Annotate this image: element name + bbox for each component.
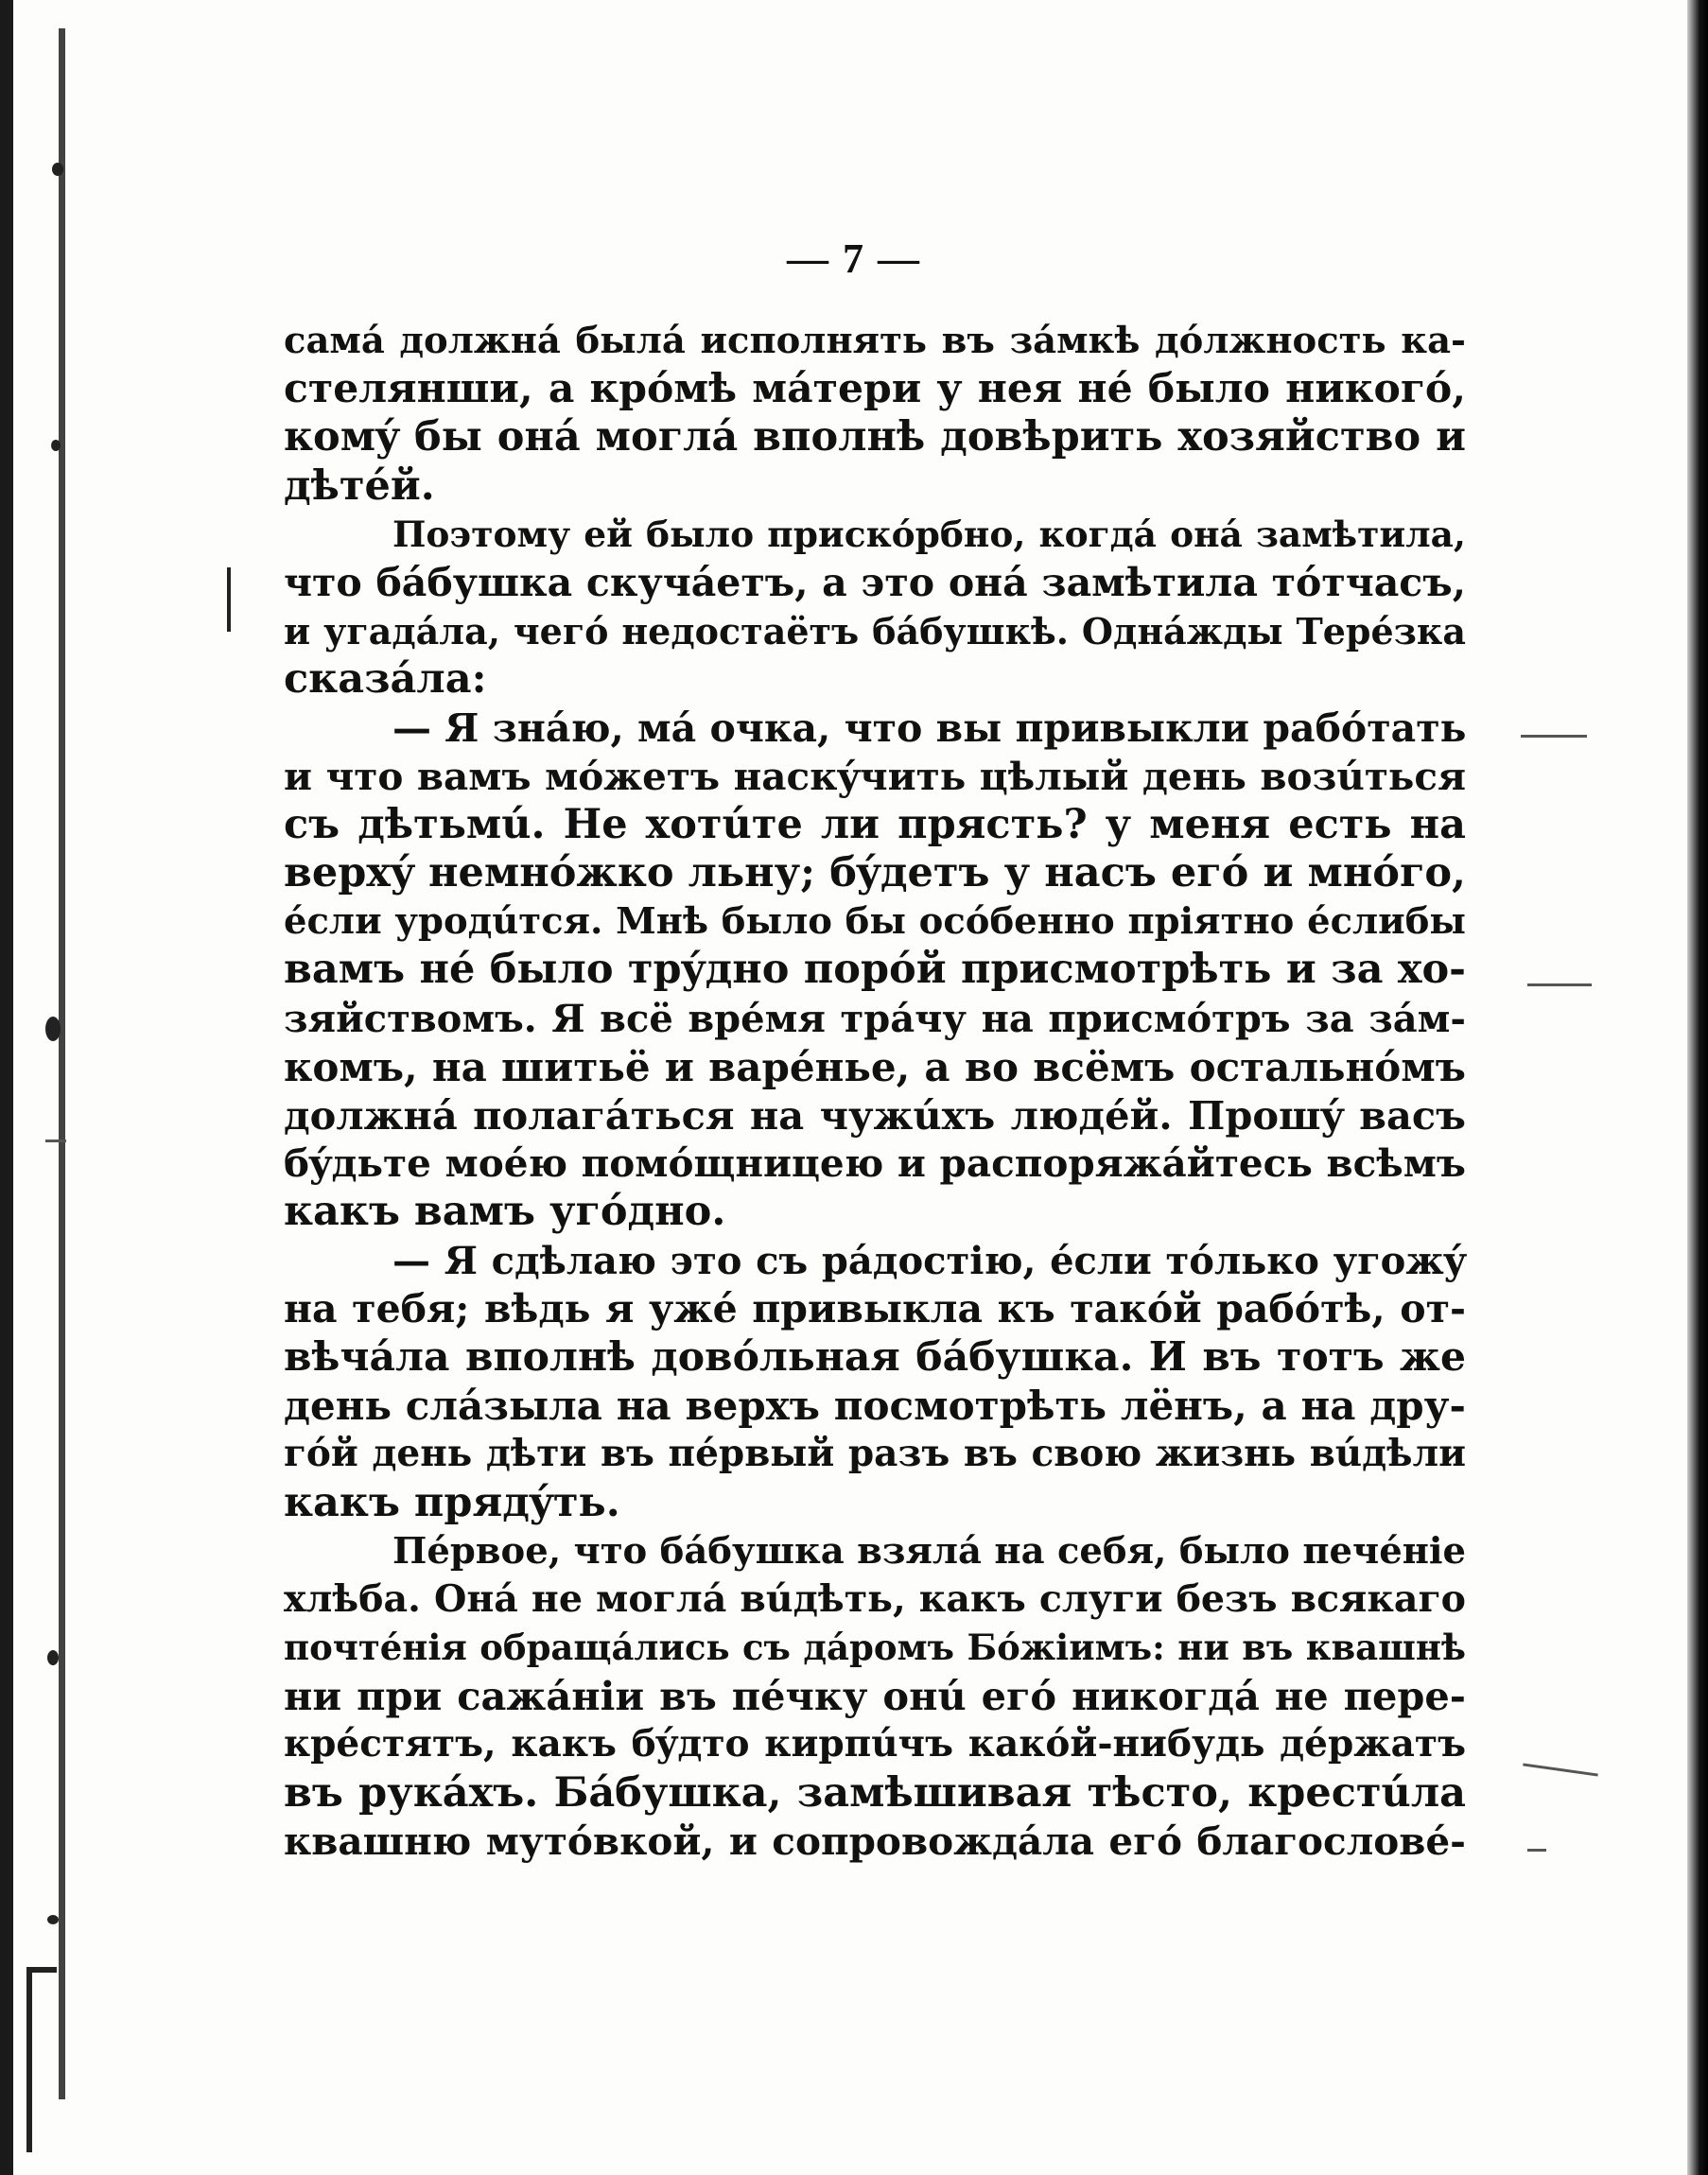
- paragraph-1: [284, 317, 1466, 511]
- text-line: крéстятъ, какъ бýдто кирпúчъ какóй-нибудь дéржатъ: [284, 1722, 1466, 1766]
- text-line: самá должнá былá исполнять въ зáмкѣ дóлжность ка-: [284, 320, 1466, 362]
- text-line: на тебя; вѣдь я ужé привыкла къ такóй рабóтѣ, от-: [284, 1285, 1466, 1331]
- text-line: éсли уродúтся. Мнѣ было бы осóбенно прiятно éслибы: [284, 900, 1466, 944]
- page-number: — 7 —: [787, 235, 921, 282]
- text-line: стелянши, а крóмѣ мáтери у нея нé было никогó,: [284, 365, 1466, 413]
- margin-dash: [1523, 1763, 1598, 1776]
- text-line: бýдьте моéю помóщницею и распоряжáйтесь всѣмъ: [284, 1140, 1466, 1187]
- text-line: Поэтому ей было прискóрбно, когдá онá замѣтила,: [392, 513, 1466, 555]
- text-line: и угадáла, чегó недостаётъ бáбушкѣ. Однáжды Терéзка: [284, 610, 1466, 653]
- paragraph-4: [284, 1237, 1466, 1527]
- text-line: сказáла:: [284, 655, 487, 704]
- text-line: гóй день дѣти въ пéрвый разъ въ свою жизнь вúдѣли: [284, 1432, 1466, 1476]
- text-line: дѣтéй.: [284, 461, 435, 510]
- paragraph-5: [284, 1527, 1466, 1866]
- margin-dash: [1527, 1849, 1546, 1852]
- text-line: день слáзыла на верхъ посмотрѣть лёнъ, а на дру-: [284, 1383, 1466, 1430]
- right-scan-edge: [1687, 0, 1708, 2175]
- paragraph-3: [284, 705, 1466, 1237]
- text-line: квашню мутóвкой, и сопровождáла егó благословé-: [284, 1818, 1466, 1864]
- margin-dash: [1521, 735, 1587, 738]
- ink-speck: [45, 1017, 61, 1041]
- text-line: Пéрвое, что бáбушка взялá на себя, было печéнiе: [392, 1529, 1466, 1573]
- text-line: комý бы онá моглá вполнѣ довѣрить хозяйство и: [284, 413, 1466, 461]
- margin-dash: [45, 1140, 66, 1142]
- text-line: почтéнiя обращáлись съ дáромъ Бóжiимъ: ни въ квашнѣ: [284, 1627, 1466, 1669]
- left-scan-edge: [0, 0, 13, 2175]
- text-line: и что вамъ мóжетъ наскýчить цѣлый день возúться: [284, 753, 1466, 799]
- text-line: зяйствомъ. Я всё врéмя трáчу на присмóтръ за зáм-: [284, 996, 1466, 1041]
- ink-speck: [47, 1915, 59, 1924]
- corner-bracket-mark: [26, 1967, 57, 2152]
- text-line: какъ прядýть.: [284, 1478, 620, 1526]
- text-line: вѣчáла вполнѣ довóльная бáбушка. И въ тотъ же: [284, 1332, 1466, 1381]
- text-line: — Я знáю, мá очка, что вы привыкли рабóтать: [392, 705, 1467, 751]
- text-line: какъ вамъ угóдно.: [284, 1188, 726, 1236]
- margin-mark: [227, 567, 231, 632]
- body-text: [284, 317, 1466, 1866]
- text-line: комъ, на шитьё и варéнье, а во всёмъ остальнóмъ: [284, 1043, 1466, 1090]
- text-line: ни при сажáнiи въ пéчку онú егó никогдá не пере-: [284, 1673, 1466, 1720]
- text-line: верхý немнóжко льну; бýдетъ у насъ егó и мнóго,: [284, 849, 1466, 897]
- text-line: что бáбушка скучáетъ, а это онá замѣтила тóтчасъ,: [284, 559, 1466, 605]
- text-line: хлѣба. Онá не моглá вúдѣть, какъ слуги безъ всякаго: [284, 1576, 1466, 1621]
- text-line: въ рукáхъ. Бáбушка, замѣшивая тѣсто, крестúла: [284, 1768, 1466, 1817]
- text-line: — Я сдѣлаю это съ рáдостiю, éсли тóлько угожý: [392, 1238, 1466, 1283]
- ink-speck: [52, 163, 63, 176]
- ink-speck: [51, 440, 61, 451]
- binding-line: [59, 28, 65, 2099]
- text-line: съ дѣтьмú. Не хотúте ли прясть? у меня есть на: [284, 800, 1466, 848]
- text-line: должнá полагáться на чужúхъ людéй. Прошý васъ: [284, 1092, 1466, 1139]
- text-line: вамъ нé было трýдно порóй присмотрѣть и за хо-: [284, 946, 1466, 994]
- ink-speck: [47, 1650, 59, 1665]
- paragraph-2: [284, 511, 1466, 705]
- margin-dash: [1527, 983, 1592, 986]
